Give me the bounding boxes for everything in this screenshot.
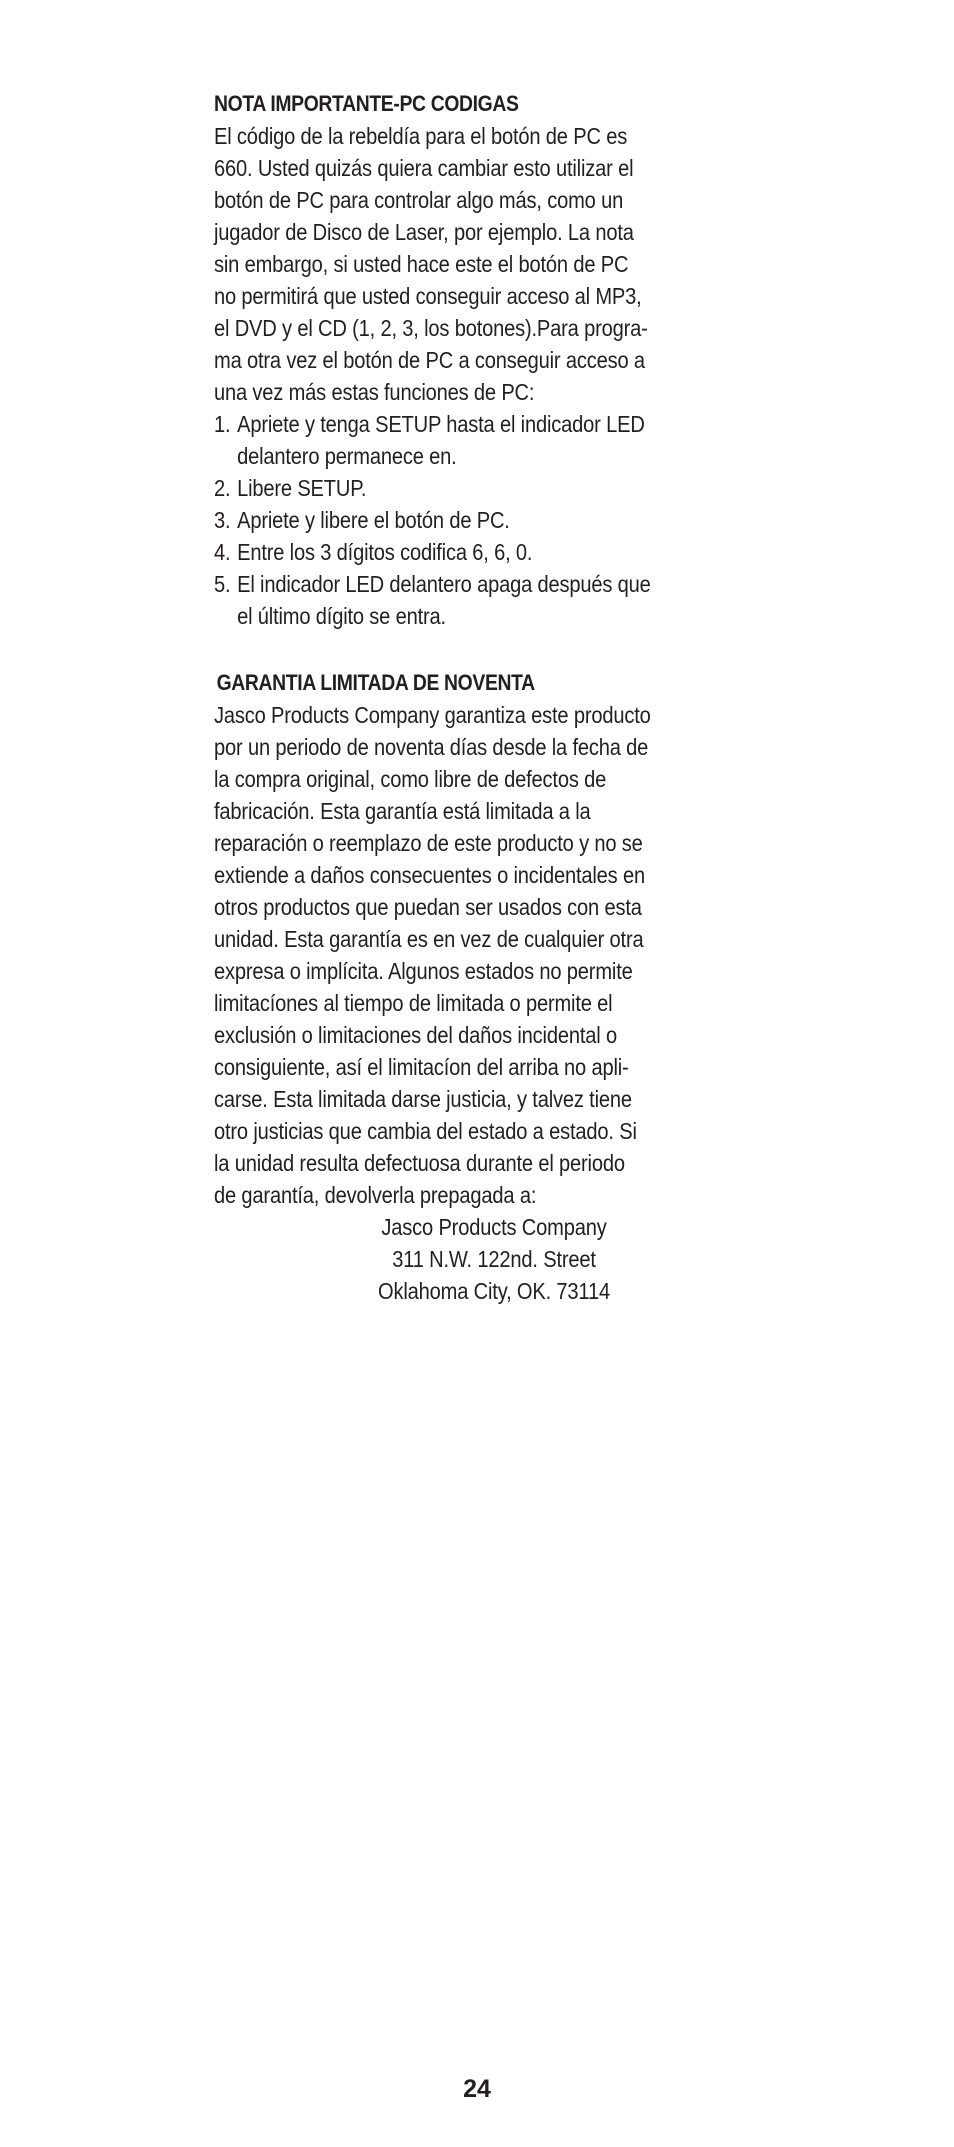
- paragraph-line: la compra original, como libre de defectos de: [214, 766, 607, 792]
- paragraph-line: de garantía, devolverla prepagada a:: [214, 1182, 537, 1208]
- warranty-return-address: [214, 1211, 774, 1307]
- paragraph-line: expresa o implícita. Algunos estados no permite: [214, 958, 633, 984]
- step-3: [214, 504, 774, 536]
- paragraph-line: El código de la rebeldía para el botón de PC es: [214, 123, 628, 149]
- step-2: [214, 472, 774, 504]
- paragraph-line: otro justicias que cambia del estado a estado. Si: [214, 1118, 637, 1144]
- step-number: 4.: [214, 539, 231, 565]
- paragraph-line: fabricación. Esta garantía está limitada a la: [214, 798, 591, 824]
- paragraph-line: la unidad resulta defectuosa durante el periodo: [214, 1150, 625, 1176]
- paragraph-line: Jasco Products Company garantiza este producto: [214, 702, 651, 728]
- paragraph-line: unidad. Esta garantía es en vez de cualquier otra: [214, 926, 644, 952]
- step-number: 5.: [214, 571, 231, 597]
- step-text: Libere SETUP.: [237, 475, 367, 501]
- paragraph-line: el DVD y el CD (1, 2, 3, los botones).Para progra-: [214, 315, 648, 341]
- paragraph-line: consiguiente, así el limitacíon del arriba no apli-: [214, 1054, 629, 1080]
- step-number: 2.: [214, 475, 231, 501]
- address-company: Jasco Products Company: [381, 1214, 607, 1240]
- paragraph-line: no permitirá que usted conseguir acceso al MP3,: [214, 283, 642, 309]
- step-text: Apriete y tenga SETUP hasta el indicador LED: [237, 411, 645, 437]
- address-street: 311 N.W. 122nd. Street: [392, 1246, 596, 1272]
- step-text-continued: delantero permanece en.: [237, 443, 457, 469]
- paragraph-line: extiende a daños consecuentes o incidentales en: [214, 862, 645, 888]
- paragraph-line: una vez más estas funciones de PC:: [214, 379, 535, 405]
- pc-code-note-paragraph: [214, 120, 774, 408]
- step-text-continued: el último dígito se entra.: [237, 603, 446, 629]
- address-city: Oklahoma City, OK. 73114: [378, 1278, 610, 1304]
- paragraph-line: por un periodo de noventa días desde la fecha de: [214, 734, 649, 760]
- page-number: 24: [463, 2075, 491, 2103]
- paragraph-line: otros productos que puedan ser usados con esta: [214, 894, 642, 920]
- paragraph-line: botón de PC para controlar algo más, como un: [214, 187, 624, 213]
- step-text: El indicador LED delantero apaga después que: [237, 571, 651, 597]
- step-1: [214, 408, 774, 472]
- step-4: [214, 536, 774, 568]
- warranty-paragraph: [214, 699, 774, 1211]
- step-number: 3.: [214, 507, 231, 533]
- pc-code-steps-list: [214, 408, 774, 632]
- step-text: Entre los 3 dígitos codifica 6, 6, 0.: [237, 539, 533, 565]
- step-5: [214, 568, 774, 632]
- paragraph-line: exclusión o limitaciones del daños incidental o: [214, 1022, 617, 1048]
- paragraph-line: 660. Usted quizás quiera cambiar esto utilizar el: [214, 155, 634, 181]
- paragraph-line: carse. Esta limitada darse justicia, y talvez tiene: [214, 1086, 632, 1112]
- paragraph-line: ma otra vez el botón de PC a conseguir acceso a: [214, 347, 645, 373]
- pc-code-note-section: [214, 88, 774, 632]
- step-number: 1.: [214, 411, 231, 437]
- paragraph-line: jugador de Disco de Laser, por ejemplo. La nota: [214, 219, 634, 245]
- warranty-heading: GARANTIA LIMITADA DE NOVENTA: [216, 670, 535, 695]
- step-text: Apriete y libere el botón de PC.: [237, 507, 510, 533]
- paragraph-line: reparación o reemplazo de este producto y no se: [214, 830, 643, 856]
- paragraph-line: limitacíones al tiempo de limitada o permite el: [214, 990, 613, 1016]
- paragraph-line: sin embargo, si usted hace este el botón de PC: [214, 251, 629, 277]
- pc-code-note-heading: NOTA IMPORTANTE-PC CODIGAS: [214, 91, 519, 116]
- warranty-section: [214, 667, 774, 1307]
